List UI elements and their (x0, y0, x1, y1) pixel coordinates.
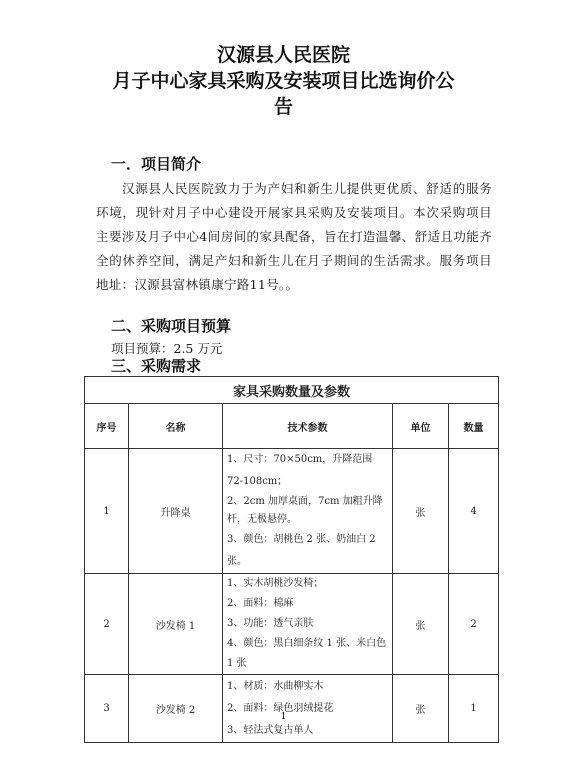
spec-line: 1、实木胡桃沙发椅； (227, 578, 324, 589)
spec-line: 2、面料：绿色羽绒提花 (227, 702, 334, 714)
spec-line: 3、颜色：胡桃色 2 张、奶油白 2 张。 (227, 534, 376, 567)
row-specs (223, 449, 393, 574)
row-specs (223, 675, 393, 743)
intro-paragraph: 汉源县人民医院致力于为产妇和新生儿提供更优质、舒适的服务环境，现针对月子中心建设开展家具采购及安装项目。本次采购项目主要涉及月子中心4间房间的家具配备，旨在打造温馨、舒适且功能齐全的休养空间，满足产妇和新生儿在月子期间的生活需求。服务项目地址：汉源县富林镇康宁路11号。。 (96, 181, 492, 292)
row-qty: 4 (449, 449, 499, 574)
spec-line: 3、功能：透气亲肤 (227, 618, 314, 629)
title-line-2: 月子中心家具采购及安装项目比选询价公 (112, 70, 455, 92)
row-no: 3 (85, 675, 129, 743)
table-row (85, 449, 499, 574)
spec-line: 4、颜色：黑白细条纹 1 张、米白色 1 张 (227, 638, 387, 669)
header-name: 名称 (129, 404, 223, 449)
row-qty: 1 (449, 675, 499, 743)
spec-line: 1、尺寸：70×50cm，升降范围 72-108cm； (227, 454, 373, 487)
needs-heading: 三、采购需求 (111, 357, 202, 375)
budget-text: 项目预算：2.5 万元 (111, 341, 223, 356)
table-row (85, 574, 499, 675)
spec-line: 1、材质：水曲柳实木 (227, 680, 324, 692)
spec-line: 2、2cm 加厚桌面，7cm 加粗升降杆，无极悬停。 (227, 496, 383, 525)
title-line-3: 告 (273, 96, 293, 118)
row-no: 1 (85, 449, 129, 574)
page-number: 1 (280, 712, 287, 722)
table-header-row (85, 404, 499, 449)
row-unit: 张 (393, 574, 449, 675)
budget-heading: 二、采购项目预算 (111, 317, 232, 335)
row-name: 升降桌 (129, 449, 223, 574)
header-no: 序号 (85, 404, 129, 449)
title-line-1: 汉源县人民医院 (216, 44, 350, 66)
spec-line: 2、面料：棉麻 (227, 598, 294, 609)
spec-line: 3、轻法式复古单人 (227, 724, 314, 736)
row-name: 沙发椅 1 (129, 574, 223, 675)
header-specs: 技术参数 (223, 404, 393, 449)
table-caption: 家具采购数量及参数 (85, 377, 499, 404)
row-unit: 张 (393, 449, 449, 574)
row-name: 沙发椅 2 (129, 675, 223, 743)
table-row (85, 675, 499, 743)
header-unit: 单位 (393, 404, 449, 449)
row-specs (223, 574, 393, 675)
header-qty: 数量 (449, 404, 499, 449)
row-unit: 张 (393, 675, 449, 743)
row-qty: 2 (449, 574, 499, 675)
intro-heading: 一．项目简介 (111, 155, 202, 173)
furniture-spec-table (84, 376, 499, 743)
row-no: 2 (85, 574, 129, 675)
